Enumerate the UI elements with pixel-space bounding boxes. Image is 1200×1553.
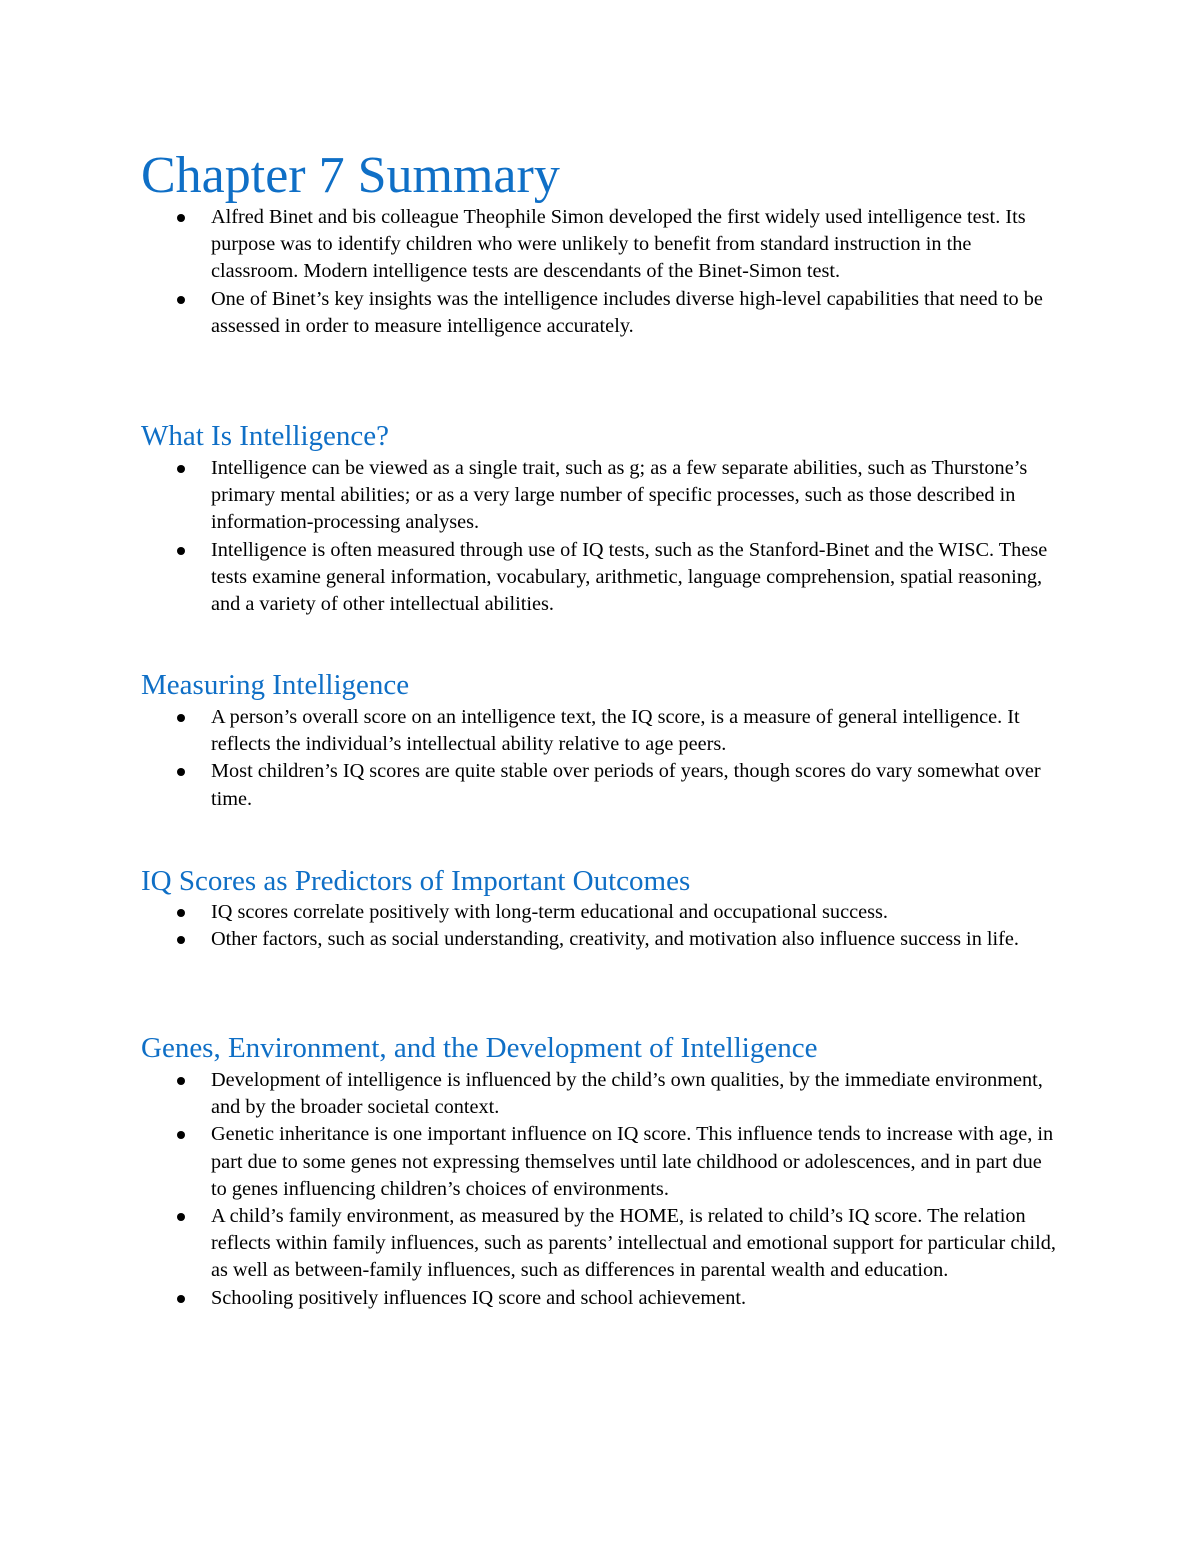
bullet-icon <box>177 465 185 473</box>
bullet-item <box>0 455 1061 537</box>
bullet-icon <box>177 936 185 944</box>
bullet-icon <box>177 214 185 222</box>
bullet-item <box>0 1067 1061 1121</box>
bullet-icon <box>177 1213 185 1221</box>
section-heading-what-is-intelligence: What Is Intelligence? <box>141 420 389 452</box>
bullet-item <box>0 286 1061 340</box>
bullet-icon <box>177 1077 185 1085</box>
bullet-text: Schooling positively influences IQ score and school achievement. <box>211 1286 747 1309</box>
bullet-icon <box>177 296 185 304</box>
section-bullet-list <box>0 1067 1200 1312</box>
bullet-item <box>0 704 1061 758</box>
bullet-text: Development of intelligence is influenced by the child’s own qualities, by the immediate environment, and by the broader societal context. <box>211 1069 1043 1119</box>
intro-bullet-list <box>0 204 1200 340</box>
bullet-item <box>0 926 1061 953</box>
section-heading-iq-scores-predictors: IQ Scores as Predictors of Important Outcomes <box>141 865 691 897</box>
section-heading-genes-environment: Genes, Environment, and the Development of Intelligence <box>141 1032 818 1064</box>
section-bullet-list <box>0 455 1200 618</box>
bullet-icon <box>177 1131 185 1139</box>
bullet-item <box>0 537 1061 619</box>
bullet-item <box>0 204 1061 286</box>
bullet-text: Genetic inheritance is one important influence on IQ score. This influence tends to increase with age, in part due to some genes not expressing themselves until late childhood or adolescences, and in part due to genes influencing children’s choices of environments. <box>211 1123 1054 1200</box>
bullet-icon <box>177 768 185 776</box>
bullet-text: Most children’s IQ scores are quite stable over periods of years, though scores do vary somewhat over time. <box>211 760 1041 810</box>
bullet-item <box>0 1121 1061 1203</box>
section-heading-measuring-intelligence: Measuring Intelligence <box>141 669 410 701</box>
bullet-text: Other factors, such as social understanding, creativity, and motivation also influence success in life. <box>211 928 1020 951</box>
bullet-item <box>0 1285 1061 1312</box>
bullet-icon <box>177 547 185 555</box>
bullet-text: IQ scores correlate positively with long-term educational and occupational success. <box>211 901 888 923</box>
bullet-item <box>0 1203 1061 1285</box>
section-bullet-list <box>0 704 1200 813</box>
section-bullet-list <box>0 899 1200 953</box>
bullet-text: One of Binet’s key insights was the intelligence includes diverse high-level capabilities that need to be assessed in order to measure intelligence accurately. <box>211 287 1043 337</box>
bullet-icon <box>177 714 185 722</box>
bullet-text: Intelligence can be viewed as a single trait, such as g; as a few separate abilities, such as Thurstone’s primary mental abilities; or as a very large number of specific processes, such as those described in information-processing analyses. <box>211 457 1028 534</box>
bullet-text: A person’s overall score on an intelligence text, the IQ score, is a measure of general intelligence. It reflects the individual’s intellectual ability relative to age peers. <box>211 706 1020 756</box>
bullet-icon <box>177 1295 185 1303</box>
page-title: Chapter 7 Summary <box>141 147 560 204</box>
bullet-text: Alfred Binet and bis colleague Theophile Simon developed the first widely used intelligence test. Its purpose was to identify children who were unlikely to benefit from standard instruction in the classroom. Modern intelligence tests are descendants of the Binet-Simon test. <box>211 206 1026 283</box>
bullet-item <box>0 758 1061 812</box>
bullet-icon <box>177 909 185 917</box>
bullet-text: Intelligence is often measured through use of IQ tests, such as the Stanford-Binet and the WISC. These tests examine general information, vocabulary, arithmetic, language comprehension, spatial reasoning, and a variety of other intellectual abilities. <box>211 538 1048 616</box>
bullet-text: A child’s family environment, as measured by the HOME, is related to child’s IQ score. The relation reflects within family influences, such as parents’ intellectual and emotional support for particular child, as well as between-family influences, such as differences in parental wealth and education. <box>211 1205 1056 1282</box>
bullet-item <box>0 899 1061 926</box>
